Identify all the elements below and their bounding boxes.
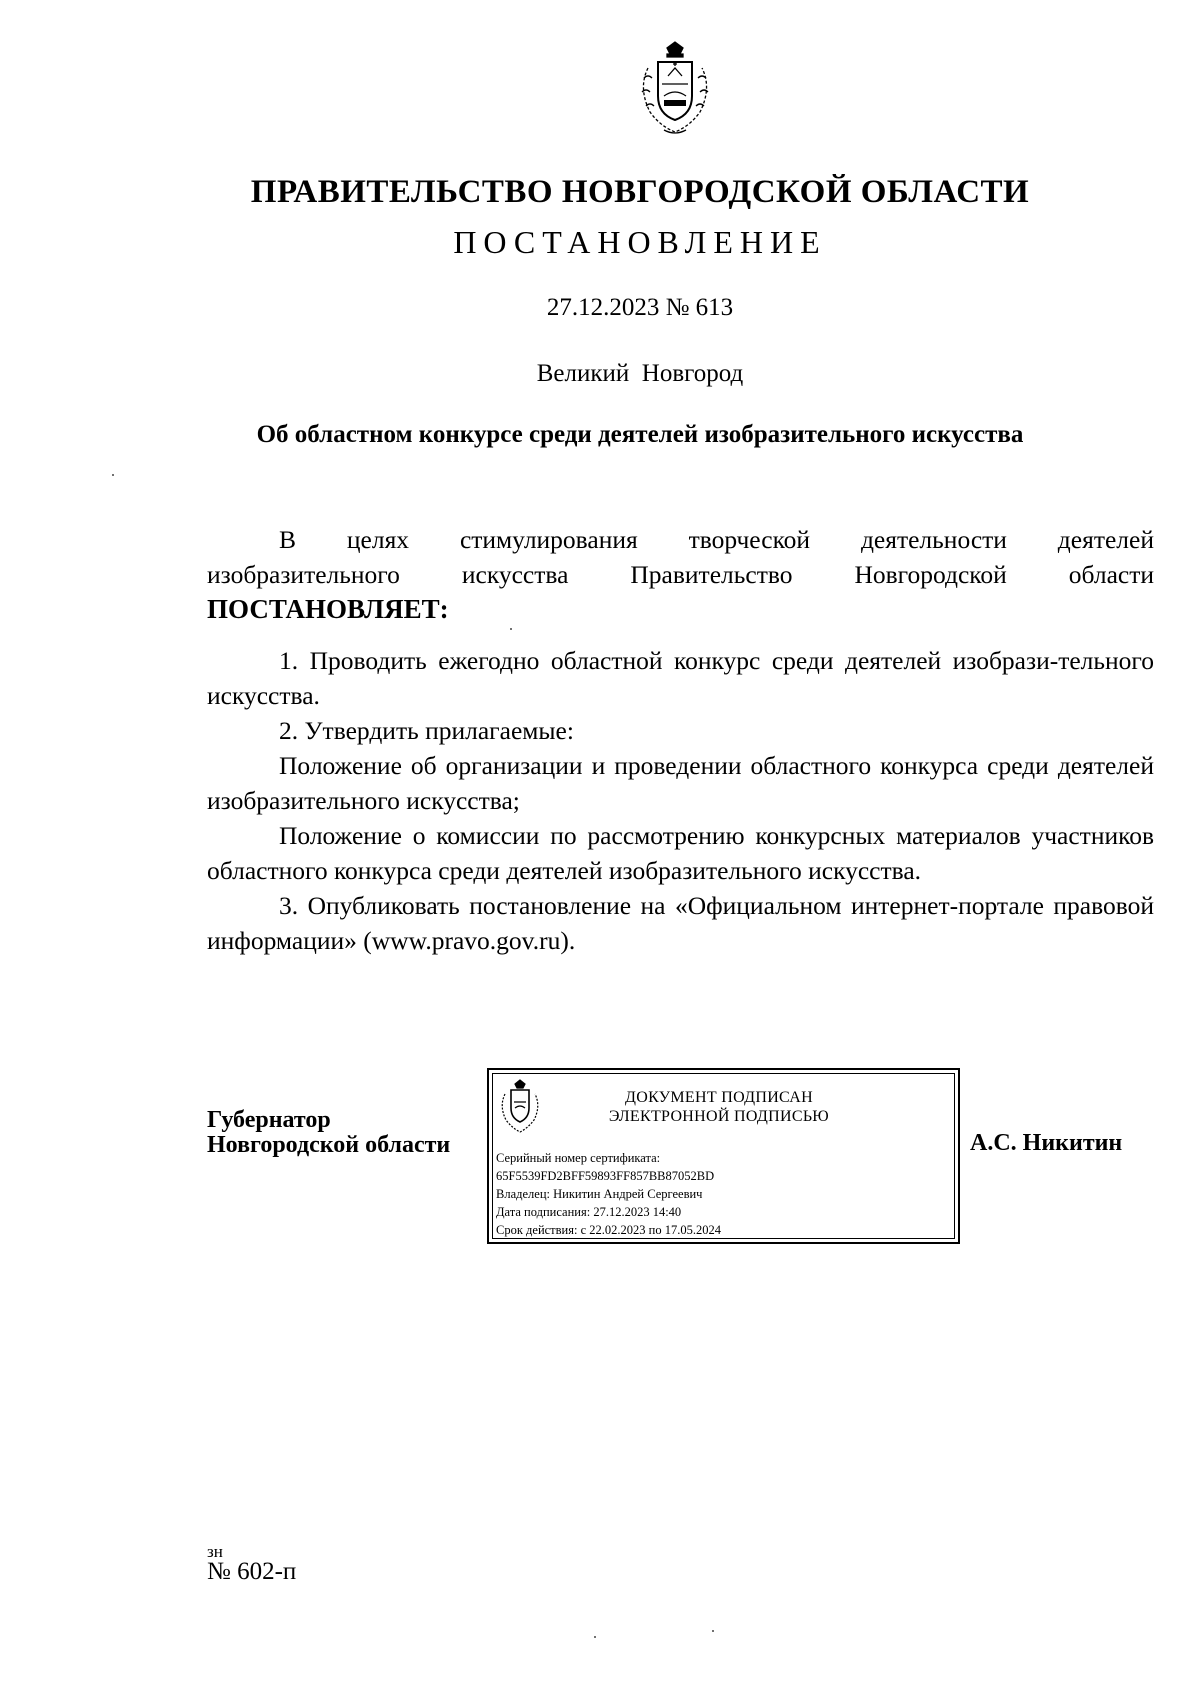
- intro-paragraph-line1: [207, 522, 1154, 557]
- signer-post-line2: Новгородской области: [207, 1132, 451, 1158]
- item-3-text: 3. Опубликовать постановление на «Официальном интернет-портале правовой информации» (www.pravo.gov.ru).: [207, 891, 1154, 955]
- stamp-heading-line1: ДОКУМЕНТ ПОДПИСАН: [625, 1089, 813, 1106]
- intro-paragraph-line2: изобразительного искусства Правительство Новгородской области: [207, 560, 1154, 589]
- registration-number: № 602-п: [207, 1558, 297, 1585]
- decree-word: ПОСТАНОВЛЯЕТ:: [207, 594, 449, 624]
- coat-of-arms-emblem: [634, 38, 716, 138]
- serial-label: Серийный номер сертификата:: [496, 1151, 661, 1165]
- document-subject: Об областном конкурсе среди деятелей изобразительного искусства: [256, 421, 1024, 448]
- item-2b-text: Положение о комиссии по рассмотрению конкурсных материалов участников областного конкурса среди деятелей изобразительного искусства.: [207, 821, 1154, 885]
- document-date-number: 27.12.2023 № 613: [546, 294, 734, 321]
- scan-speck: [510, 628, 512, 630]
- signer-position: [207, 1108, 450, 1158]
- item-1-text: 1. Проводить ежегодно областной конкурс среди деятелей изобрази-тельного искусства.: [207, 646, 1154, 710]
- signer-name: А.С. Никитин: [970, 1130, 1123, 1156]
- signing-date: Дата подписания: 27.12.2023 14:40: [496, 1205, 682, 1219]
- signer-post-line1: Губернатор: [207, 1107, 331, 1133]
- item-2a-text: Положение об организации и проведении областного конкурса среди деятелей изобразительного искусства;: [207, 751, 1154, 815]
- scan-speck: [712, 1630, 714, 1632]
- stamp-emblem-icon: [499, 1078, 541, 1134]
- stamp-heading-line2: ЭЛЕКТРОННОЙ ПОДПИСЬЮ: [608, 1108, 830, 1125]
- item-1: [207, 643, 1154, 713]
- registration-mark: зн: [207, 1542, 223, 1561]
- item-3: [207, 888, 1154, 958]
- item-2-text: 2. Утвердить прилагаемые:: [279, 716, 574, 745]
- organization-title: ПРАВИТЕЛЬСТВО НОВГОРОДСКОЙ ОБЛАСТИ: [250, 174, 1030, 210]
- stamp-heading: [559, 1088, 879, 1126]
- document-city: Великий Новгород: [536, 360, 744, 387]
- intro-text-1: В целях стимулирования творческой деятельности деятелей: [279, 525, 1154, 554]
- scan-speck: [594, 1636, 596, 1638]
- certificate-owner: Владелец: Никитин Андрей Сергеевич: [496, 1187, 703, 1201]
- item-2b: [207, 818, 1154, 888]
- electronic-signature-stamp: [487, 1068, 960, 1244]
- scan-speck: [112, 474, 114, 476]
- validity-period: Срок действия: с 22.02.2023 по 17.05.2024: [496, 1223, 721, 1237]
- item-2: [207, 713, 1154, 748]
- serial-number: 65F5539FD2BFF59893FF857BB87052BD: [496, 1169, 715, 1183]
- item-2a: [207, 748, 1154, 818]
- document-type: ПОСТАНОВЛЕНИЕ: [453, 224, 827, 260]
- stamp-details: [496, 1149, 721, 1239]
